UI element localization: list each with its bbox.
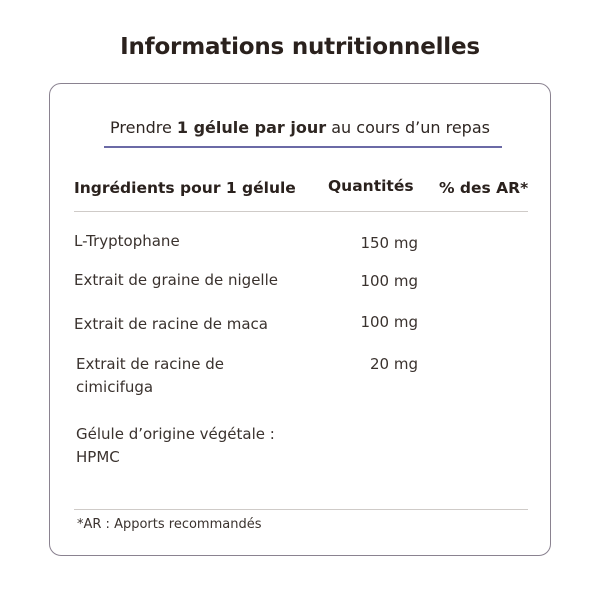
- dosage-instruction: [50, 118, 550, 137]
- ingredient-name: Gélule d’origine végétale : HPMC: [76, 425, 275, 466]
- dosage-suffix: au cours d’un repas: [326, 118, 490, 137]
- ingredient-name: Extrait de racine de cimicifuga: [76, 355, 224, 396]
- ingredient-name: L-Tryptophane: [74, 232, 180, 250]
- ingredient-name: Extrait de racine de maca: [74, 315, 268, 333]
- ingredient-quantity: 150 mg: [360, 234, 418, 252]
- dosage-underline: [104, 146, 502, 148]
- ingredient-quantity: 20 mg: [370, 355, 418, 373]
- footer-divider: [74, 509, 528, 510]
- header-ingredients: Ingrédients pour 1 gélule: [74, 179, 296, 197]
- header-quantities: Quantités: [328, 177, 414, 195]
- dosage-prefix: Prendre: [110, 118, 177, 137]
- dosage-amount: 1 gélule par jour: [176, 118, 327, 137]
- ingredient-quantity: 100 mg: [360, 313, 418, 331]
- footnote: *AR : Apports recommandés: [77, 517, 262, 532]
- header-ar: % des AR*: [439, 179, 529, 197]
- ingredient-name: Extrait de graine de nigelle: [74, 271, 278, 289]
- page-title: Informations nutritionnelles: [120, 34, 480, 60]
- header-divider: [74, 211, 528, 212]
- ingredient-quantity: 100 mg: [360, 272, 418, 290]
- nutrition-card: [49, 83, 551, 556]
